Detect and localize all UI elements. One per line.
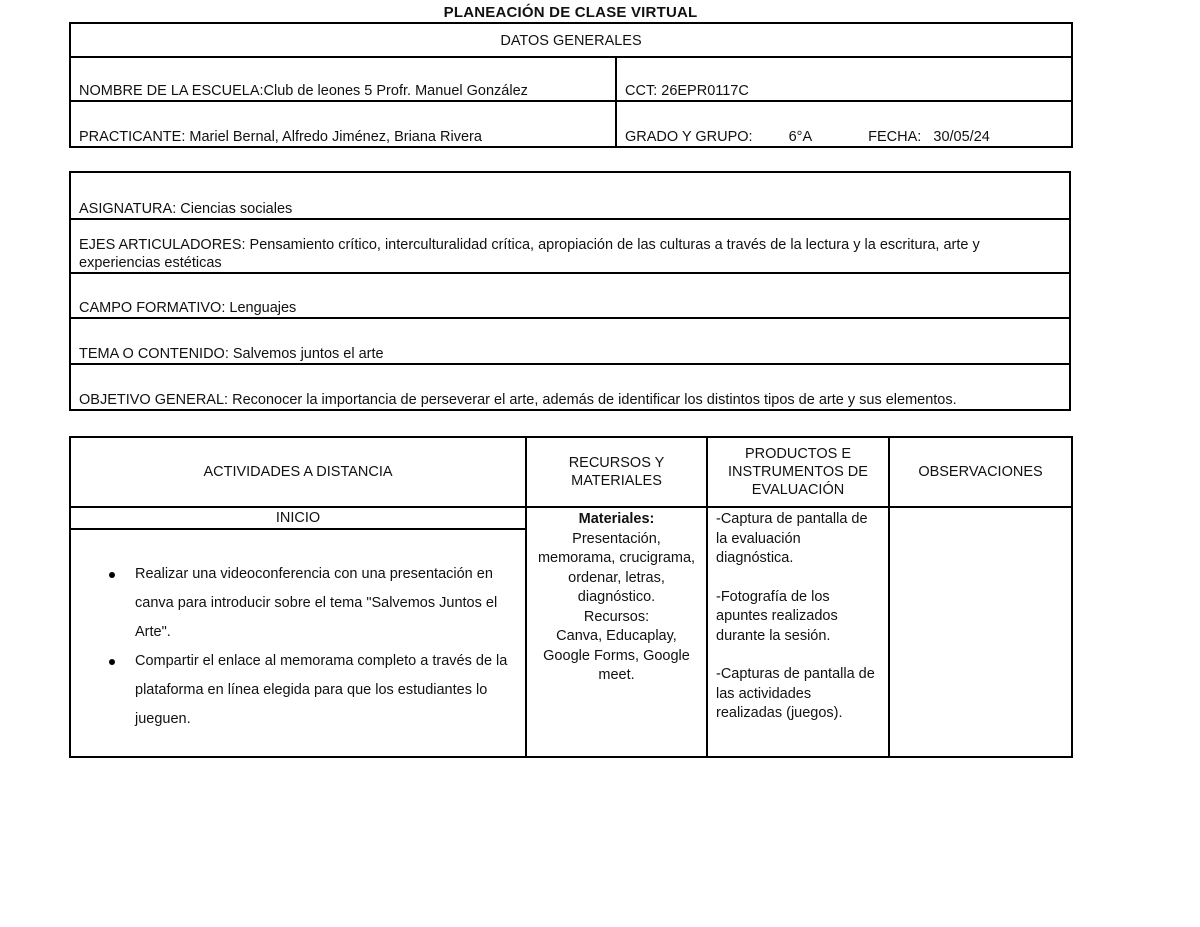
producto-item: -Fotografía de los apuntes realizados durante la sesión. — [716, 588, 838, 644]
materiales-text: Presentación, memorama, crucigrama, ordenar, letras, diagnóstico. — [537, 530, 696, 605]
actividades-table — [69, 436, 1073, 758]
grado-label: GRADO Y GRUPO: — [625, 129, 753, 145]
actividad-item: Realizar una videoconferencia con una presentación en canva para introducir sobre el tema "Salvemos Juntos el Arte". — [135, 560, 525, 647]
datos-generales-header: DATOS GENERALES — [70, 23, 1072, 57]
header-productos: PRODUCTOS E INSTRUMENTOS DE EVALUACIÓN — [707, 437, 889, 507]
detalles-table — [69, 171, 1071, 411]
school-name: NOMBRE DE LA ESCUELA:Club de leones 5 Profr. Manuel González — [70, 57, 616, 101]
productos-cell — [707, 507, 889, 757]
header-observaciones: OBSERVACIONES — [889, 437, 1072, 507]
objetivo-general: OBJETIVO GENERAL: Reconocer la importancia de perseverar el arte, además de identificar los distintos tipos de arte y sus elementos. — [70, 364, 1070, 410]
campo-formativo: CAMPO FORMATIVO: Lenguajes — [70, 273, 1070, 318]
document-title: PLANEACIÓN DE CLASE VIRTUAL — [443, 4, 698, 21]
header-recursos: RECURSOS Y MATERIALES — [526, 437, 707, 507]
header-actividades: ACTIVIDADES A DISTANCIA — [70, 437, 526, 507]
grado-fecha-cell — [616, 101, 1072, 147]
recursos-text: Canva, Educaplay, Google Forms, Google meet. — [543, 628, 690, 683]
practicante: PRACTICANTE: Mariel Bernal, Alfredo Jiménez, Briana Rivera — [70, 101, 616, 147]
recursos-cell — [526, 507, 707, 757]
producto-item: -Captura de pantalla de la evaluación diagnóstica. — [716, 511, 868, 566]
actividad-item: Compartir el enlace al memorama completo a través de la plataforma en línea elegida para que los estudiantes lo jueguen. — [135, 647, 525, 734]
recursos-label: Recursos: — [583, 608, 650, 625]
inicio-label: INICIO — [70, 507, 526, 529]
materiales-label: Materiales: — [578, 511, 655, 527]
observaciones-cell — [889, 507, 1072, 757]
ejes-articuladores: EJES ARTICULADORES: Pensamiento crítico, interculturalidad crítica, apropiación de las culturas a través de la lectura y la escritura, arte y experiencias estéticas — [70, 219, 1070, 273]
cct-code: CCT: 26EPR0117C — [616, 57, 1072, 101]
tema-contenido: TEMA O CONTENIDO: Salvemos juntos el arte — [70, 318, 1070, 364]
fecha-value: 30/05/24 — [933, 129, 990, 145]
actividades-list — [71, 560, 525, 734]
actividades-cell — [70, 529, 526, 757]
fecha-label: FECHA: — [868, 129, 922, 145]
datos-generales-table — [69, 22, 1073, 148]
asignatura: ASIGNATURA: Ciencias sociales — [70, 172, 1070, 219]
grado-value: 6°A — [788, 129, 813, 145]
producto-item: -Capturas de pantalla de las actividades realizadas (juegos). — [716, 666, 875, 721]
